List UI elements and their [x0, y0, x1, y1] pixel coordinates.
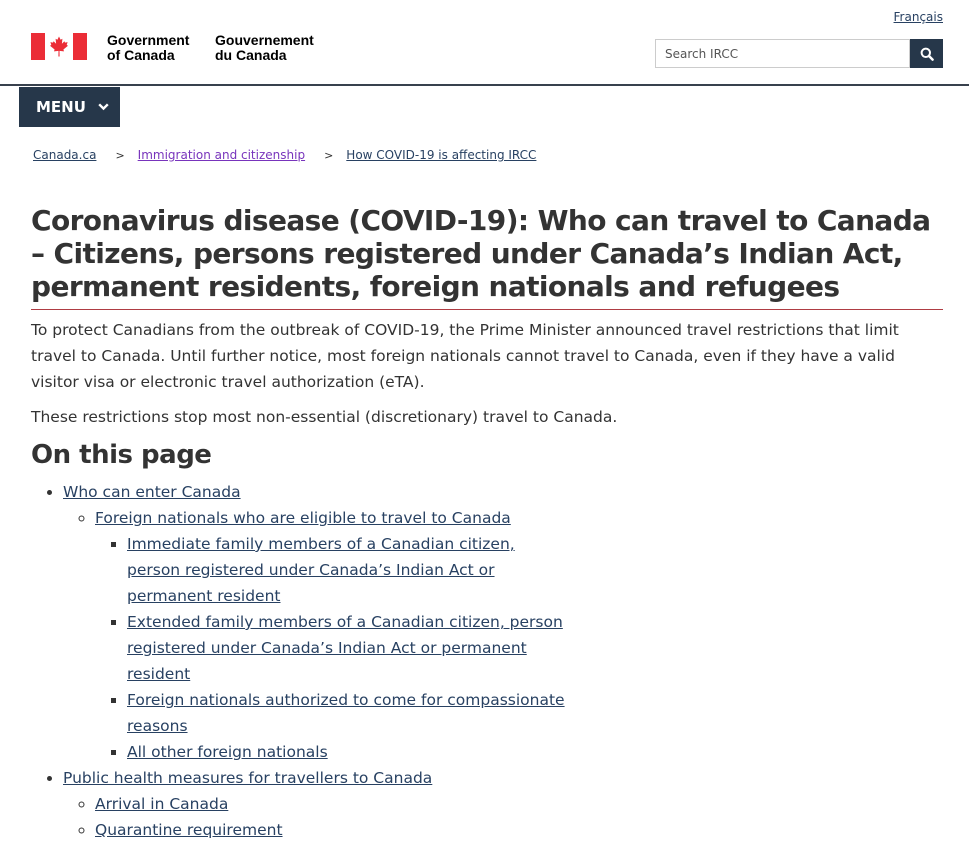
toc-heading: On this page — [31, 440, 212, 470]
breadcrumb-covid[interactable]: How COVID-19 is affecting IRCC — [346, 148, 537, 162]
toc-item — [95, 817, 591, 843]
toc-link-compassionate[interactable]: Foreign nationals authorized to come for compassionate reasons — [127, 691, 565, 735]
chevron-down-icon — [98, 103, 109, 111]
toc-link-eligible-foreign-nationals[interactable]: Foreign nationals who are eligible to travel to Canada — [95, 509, 511, 527]
breadcrumb-separator: > — [115, 148, 125, 162]
language-toggle-link[interactable]: Français — [893, 10, 943, 24]
toc-item — [95, 791, 591, 817]
menu-button[interactable] — [19, 87, 120, 127]
toc-item — [127, 531, 567, 609]
toc-item — [95, 505, 591, 765]
toc-item — [127, 739, 567, 765]
toc-link-immediate-family[interactable]: Immediate family members of a Canadian citizen, person registered under Canada’s Indian Act or permanent resident — [127, 535, 515, 605]
search-icon — [920, 47, 934, 61]
toc-link-quarantine[interactable]: Quarantine requirement — [95, 821, 283, 839]
header-divider — [0, 84, 969, 86]
breadcrumb-immigration[interactable]: Immigration and citizenship — [137, 148, 306, 162]
table-of-contents — [31, 479, 591, 843]
canada-flag-icon — [31, 33, 87, 60]
search-button[interactable] — [910, 39, 943, 68]
toc-link-public-health[interactable]: Public health measures for travellers to Canada — [63, 769, 433, 787]
search-input[interactable] — [655, 39, 910, 68]
search-form — [655, 39, 943, 68]
gov-wordmark-fr: Gouvernement du Canada — [215, 32, 314, 63]
intro-paragraph: To protect Canadians from the outbreak of COVID-19, the Prime Minister announced travel restrictions that limit travel to Canada. Until further notice, most foreign nationals cannot travel to Canada, even if they have a valid visitor visa or electronic travel authorization (eTA). — [31, 321, 899, 391]
toc-link-arrival[interactable]: Arrival in Canada — [95, 795, 229, 813]
page-title: Coronavirus disease (COVID-19): Who can travel to Canada – Citizens, persons registered under Canada’s Indian Act, permanent residents, foreign nationals and refugees — [31, 204, 943, 310]
gov-wordmark-en: Government of Canada — [107, 32, 190, 63]
menu-label: MENU — [36, 98, 86, 116]
breadcrumb — [33, 148, 536, 162]
breadcrumb-canada-ca[interactable]: Canada.ca — [33, 148, 97, 162]
toc-link-other-foreign-nationals[interactable]: All other foreign nationals — [127, 743, 328, 761]
toc-item — [63, 479, 591, 765]
government-of-canada-logo[interactable] — [31, 33, 335, 63]
breadcrumb-separator: > — [324, 148, 334, 162]
intro-paragraph: These restrictions stop most non-essential (discretionary) travel to Canada. — [31, 408, 618, 426]
toc-link-who-can-enter[interactable]: Who can enter Canada — [63, 483, 241, 501]
toc-item — [127, 687, 567, 739]
intro-section — [31, 317, 943, 439]
toc-item — [63, 765, 591, 843]
toc-link-extended-family[interactable]: Extended family members of a Canadian citizen, person registered under Canada’s Indian Act or permanent resident — [127, 613, 563, 683]
toc-item — [127, 609, 567, 687]
